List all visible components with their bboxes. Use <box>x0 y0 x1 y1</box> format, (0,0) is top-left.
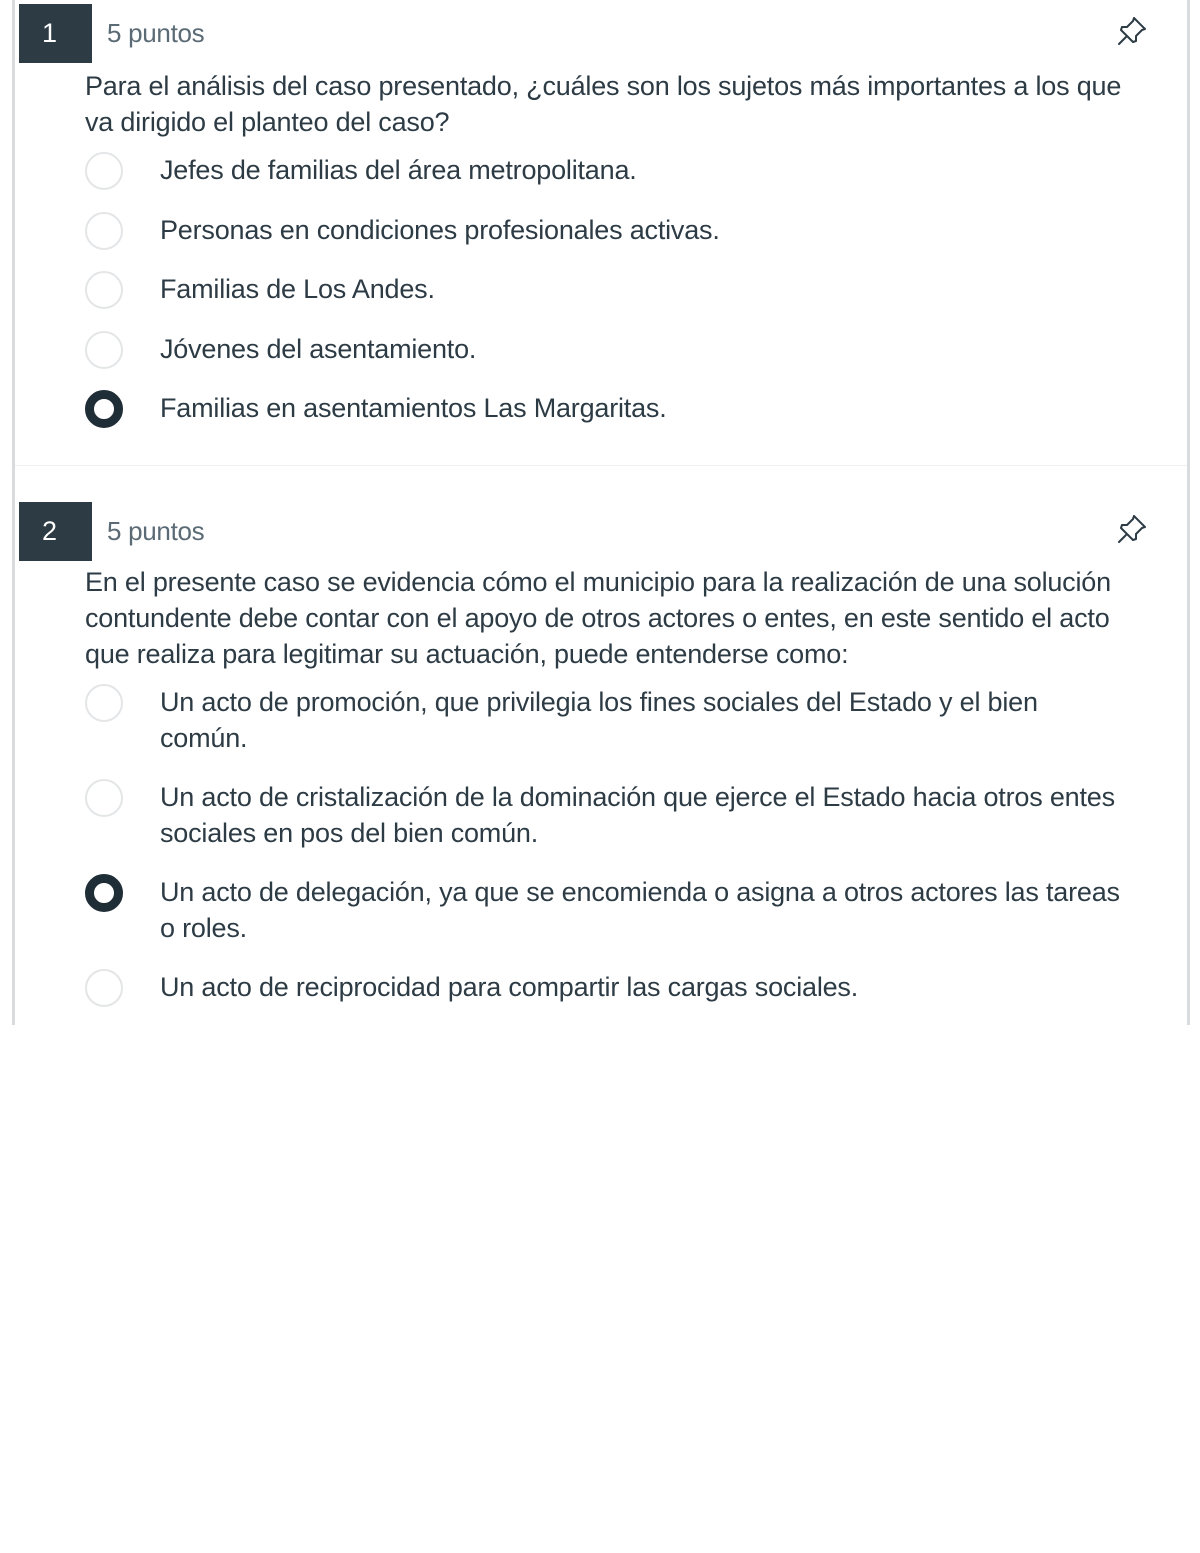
radio-button[interactable] <box>85 969 123 1007</box>
radio-button[interactable] <box>85 212 123 250</box>
question-1 <box>15 4 1187 466</box>
answer-list <box>85 684 1145 1029</box>
pin-icon[interactable] <box>1115 512 1149 546</box>
answer-option[interactable] <box>85 779 1145 874</box>
answer-option[interactable] <box>85 212 1145 272</box>
question-number-badge: 2 <box>19 502 92 561</box>
answer-option[interactable] <box>85 331 1145 391</box>
answer-label: Un acto de delegación, ya que se encomienda o asigna a otros actores las tareas o roles. <box>160 877 1120 943</box>
answer-label: Un acto de cristalización de la dominación que ejerce el Estado hacia otros entes sociales en pos del bien común. <box>160 782 1115 848</box>
radio-button[interactable] <box>85 779 123 817</box>
answer-label: Un acto de reciprocidad para compartir las cargas sociales. <box>160 972 859 1002</box>
answer-label: Familias de Los Andes. <box>160 274 435 304</box>
question-number-badge: 1 <box>19 4 92 63</box>
radio-button[interactable] <box>85 152 123 190</box>
answer-option[interactable] <box>85 969 1145 1029</box>
radio-button[interactable] <box>85 271 123 309</box>
pin-icon[interactable] <box>1115 14 1149 48</box>
question-text: En el presente caso se evidencia cómo el municipio para la realización de una solución contundente debe contar con el apoyo de otros actores o entes, en este sentido el acto que realiza para legitimar su actuación, puede entenderse como: <box>85 567 1111 669</box>
question-text: Para el análisis del caso presentado, ¿cuáles son los sujetos más importantes a los que va dirigido el planteo del caso? <box>85 71 1122 137</box>
question-points: 5 puntos <box>107 516 205 546</box>
question-points: 5 puntos <box>107 18 205 48</box>
radio-button-selected[interactable] <box>85 390 123 428</box>
radio-button-selected[interactable] <box>85 874 123 912</box>
quiz-frame <box>12 0 1190 1025</box>
radio-button[interactable] <box>85 684 123 722</box>
answer-label: Personas en condiciones profesionales activas. <box>160 214 720 245</box>
answer-option[interactable] <box>85 271 1145 331</box>
answer-option[interactable] <box>85 152 1145 212</box>
answer-label: Jóvenes del asentamiento. <box>160 333 477 364</box>
answer-label: Familias en asentamientos Las Margaritas. <box>160 393 667 423</box>
answer-option[interactable] <box>85 684 1145 779</box>
answer-list <box>85 152 1145 450</box>
radio-button[interactable] <box>85 331 123 369</box>
answer-option-selected[interactable] <box>85 390 1145 450</box>
answer-label: Jefes de familias del área metropolitana. <box>160 155 637 185</box>
answer-option-selected[interactable] <box>85 874 1145 969</box>
answer-label: Un acto de promoción, que privilegia los fines sociales del Estado y el bien común. <box>160 687 1038 753</box>
question-2 <box>15 502 1187 1025</box>
